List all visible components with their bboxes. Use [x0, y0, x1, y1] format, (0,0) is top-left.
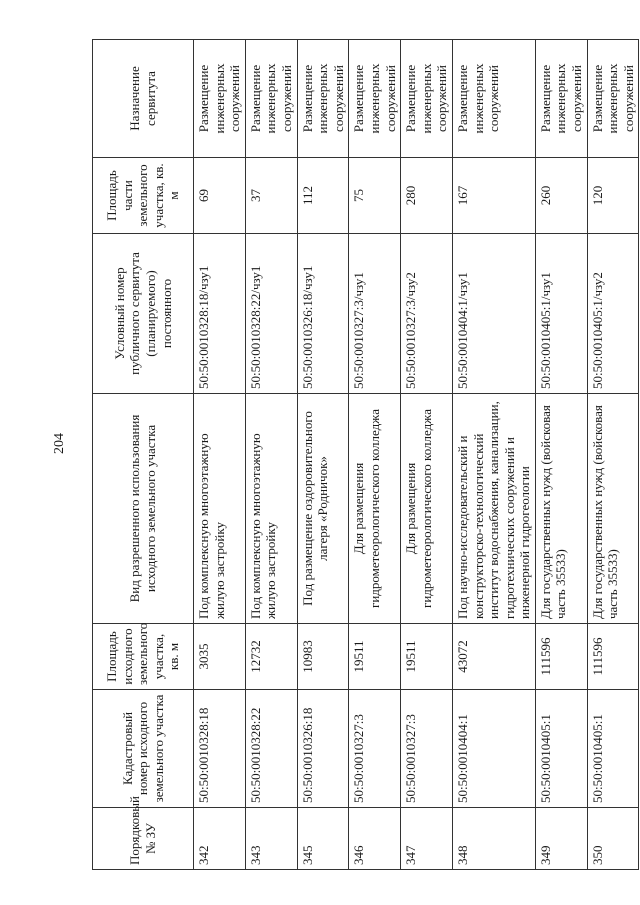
- cell-part-area: 75: [349, 158, 401, 234]
- cell-permitted-use: Под научно-исследовательский и конструкторско-технологический институт водоснабжения, канализации, гидротехнических сооружений и инженерной гидрогеологии: [452, 394, 535, 624]
- cell-servitude-number: 50:50:0010328:22/чзу1: [245, 234, 297, 394]
- cell-servitude-purpose: Размещение инженерных сооружений: [401, 40, 453, 158]
- cell-servitude-number: 50:50:0010404:1/чзу1: [452, 234, 535, 394]
- table-row: [401, 40, 453, 870]
- servitude-table-rotated: [92, 40, 636, 870]
- cell-servitude-number: 50:50:0010405:1/чзу1: [535, 234, 587, 394]
- header-servitude-number: Условный номер публичного сервитута (планируемого) постоянного: [93, 234, 194, 394]
- cell-servitude-number: 50:50:0010327:3/чзу2: [401, 234, 453, 394]
- cell-servitude-purpose: Размещение инженерных сооружений: [194, 40, 246, 158]
- cell-source-area: 43072: [452, 624, 535, 690]
- cell-servitude-number: 50:50:0010328:18/чзу1: [194, 234, 246, 394]
- cell-cadastral-number: 50:50:0010328:22: [245, 690, 297, 808]
- cell-servitude-purpose: Размещение инженерных сооружений: [587, 40, 639, 158]
- table-row: [297, 40, 349, 870]
- cell-servitude-purpose: Размещение инженерных сооружений: [245, 40, 297, 158]
- cell-cadastral-number: 50:50:0010405:1: [535, 690, 587, 808]
- header-cadastral-number: Кадастровый номер исходного земельного участка: [93, 690, 194, 808]
- cell-servitude-number: 50:50:0010405:1/чзу2: [587, 234, 639, 394]
- cell-servitude-number: 50:50:0010327:3/чзу1: [349, 234, 401, 394]
- cell-cadastral-number: 50:50:0010405:1: [587, 690, 639, 808]
- cell-servitude-purpose: Размещение инженерных сооружений: [452, 40, 535, 158]
- cell-part-area: 112: [297, 158, 349, 234]
- cell-permitted-use: Под комплексную многоэтажную жилую застройку: [245, 394, 297, 624]
- cell-source-area: 111596: [587, 624, 639, 690]
- cell-source-area: 19511: [349, 624, 401, 690]
- cell-order-number: 342: [194, 808, 246, 870]
- table-row: [349, 40, 401, 870]
- header-servitude-purpose: Назначение сервитута: [93, 40, 194, 158]
- cell-source-area: 10983: [297, 624, 349, 690]
- table-row: [452, 40, 535, 870]
- cell-order-number: 350: [587, 808, 639, 870]
- cell-permitted-use: Для размещения гидрометеорологического колледжа: [401, 394, 453, 624]
- cell-order-number: 349: [535, 808, 587, 870]
- cell-part-area: 280: [401, 158, 453, 234]
- cell-permitted-use: Для размещения гидрометеорологического колледжа: [349, 394, 401, 624]
- cell-part-area: 260: [535, 158, 587, 234]
- cell-cadastral-number: 50:50:0010326:18: [297, 690, 349, 808]
- table-row: [194, 40, 246, 870]
- cell-permitted-use: Под размещение оздоровительного лагеря «Родничок»: [297, 394, 349, 624]
- cell-part-area: 120: [587, 158, 639, 234]
- cell-servitude-purpose: Размещение инженерных сооружений: [349, 40, 401, 158]
- cell-permitted-use: Под комплексную многоэтажную жилую застройку: [194, 394, 246, 624]
- cell-cadastral-number: 50:50:0010404:1: [452, 690, 535, 808]
- cell-order-number: 343: [245, 808, 297, 870]
- cell-order-number: 348: [452, 808, 535, 870]
- table-row: [245, 40, 297, 870]
- cell-order-number: 345: [297, 808, 349, 870]
- cell-part-area: 167: [452, 158, 535, 234]
- cell-servitude-purpose: Размещение инженерных сооружений: [297, 40, 349, 158]
- cell-cadastral-number: 50:50:0010327:3: [349, 690, 401, 808]
- servitude-table: [92, 39, 639, 870]
- cell-cadastral-number: 50:50:0010328:18: [194, 690, 246, 808]
- cell-order-number: 347: [401, 808, 453, 870]
- cell-part-area: 37: [245, 158, 297, 234]
- table-header-row: [93, 40, 194, 870]
- cell-servitude-purpose: Размещение инженерных сооружений: [535, 40, 587, 158]
- cell-part-area: 69: [194, 158, 246, 234]
- cell-source-area: 12732: [245, 624, 297, 690]
- cell-permitted-use: Для государственных нужд (войсковая часть 35533): [587, 394, 639, 624]
- cell-permitted-use: Для государственных нужд (войсковая часть 35533): [535, 394, 587, 624]
- table-row: [535, 40, 587, 870]
- header-permitted-use: Вид разрешенного использования исходного земельного участка: [93, 394, 194, 624]
- header-part-area: Площадь части земельного участка, кв. м: [93, 158, 194, 234]
- page-number: 204: [52, 433, 67, 454]
- cell-source-area: 19511: [401, 624, 453, 690]
- table-row: [587, 40, 639, 870]
- header-order-number: Порядковый № ЗУ: [93, 808, 194, 870]
- cell-order-number: 346: [349, 808, 401, 870]
- cell-source-area: 3035: [194, 624, 246, 690]
- cell-cadastral-number: 50:50:0010327:3: [401, 690, 453, 808]
- header-source-area: Площадь исходного земельного участка, кв. м: [93, 624, 194, 690]
- cell-servitude-number: 50:50:0010326:18/чзу1: [297, 234, 349, 394]
- cell-source-area: 111596: [535, 624, 587, 690]
